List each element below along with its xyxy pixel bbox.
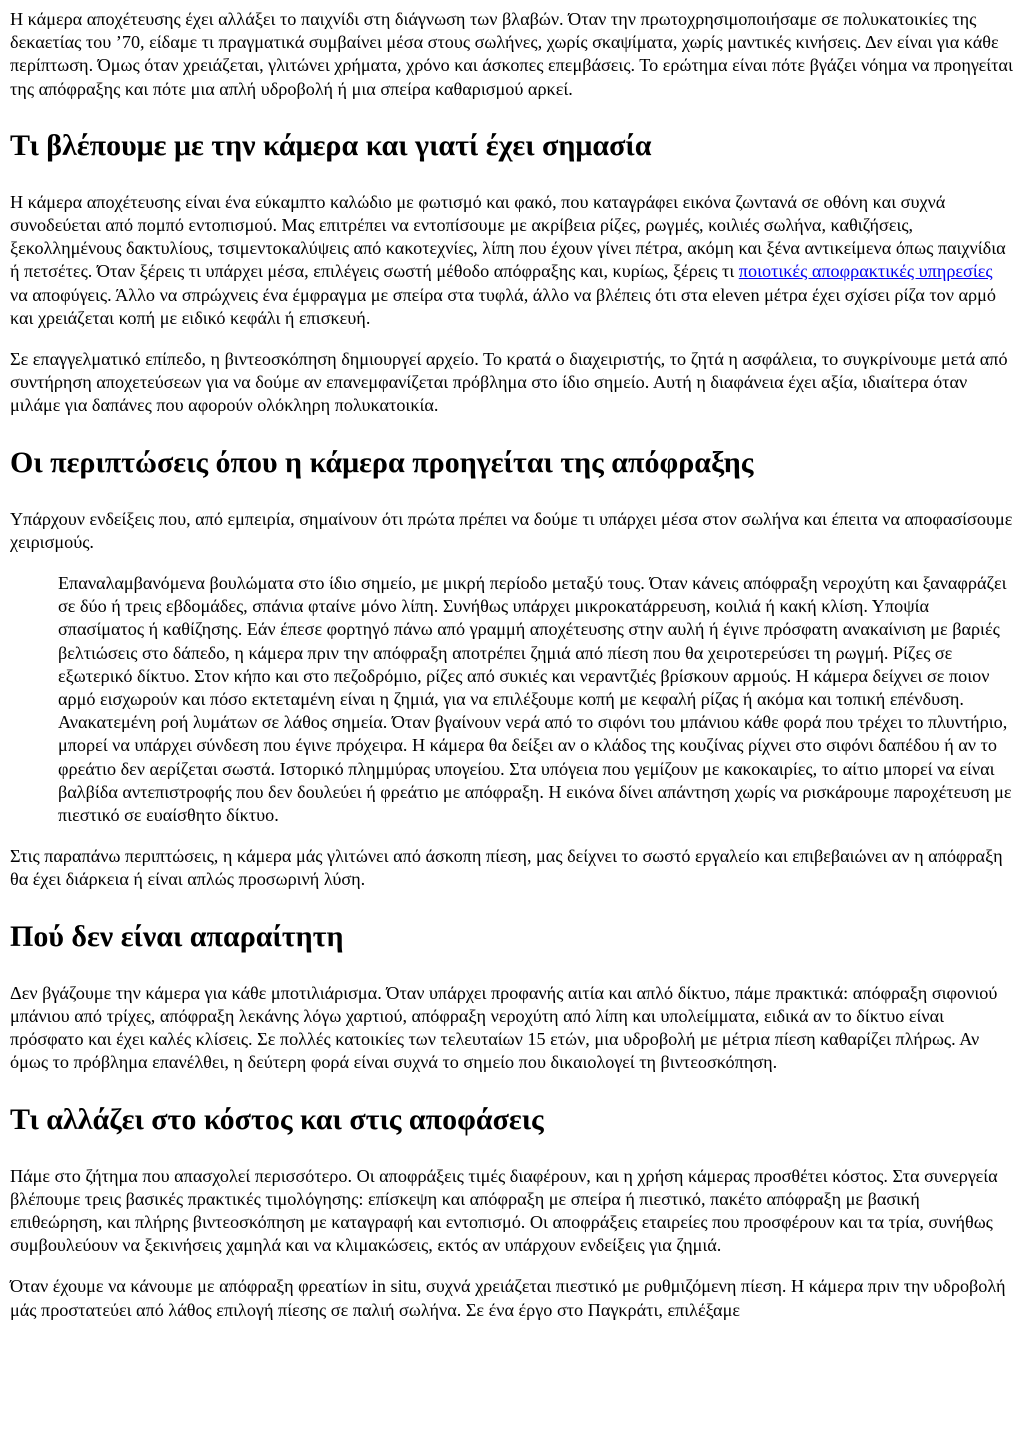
paragraph-cost: Πάμε στο ζήτημα που απασχολεί περισσότερο. Οι αποφράξεις τιμές διαφέρουν, και η χρήση κάμερας προσθέτει κόστος. Στα συνεργεία βλέπουμε τρεις βασικές πρακτικές τιμολόγησης: επίσκεψη και απόφραξη με σπείρα ή πιεστικό, πακέτο απόφραξη με βασική επιθεώρηση, και πλήρης βιντεοσκόπηση με καταγραφή και εντοπισμό. Οι αποφράξεις εταιρείες που προσφέρουν και τα τρία, συνήθως συμβουλεύουν να ξεκινήσεις χαμηλά και να κλιμακώσεις, εκτός αν υπάρχουν ενδείξεις για ζημιά.	[10, 1165, 998, 1256]
intro-paragraph: Η κάμερα αποχέτευσης έχει αλλάξει το παιχνίδι στη διάγνωση των βλαβών. Όταν την πρωτοχρησιμοποιήσαμε σε πολυκατοικίες της δεκαετίας του ’70, είδαμε τι πραγματικά συμβαίνει μέσα στους σωλήνες, χωρίς σκαψίματα, χωρίς μαντικές κινήσεις. Δεν είναι για κάθε περίπτωση. Όμως όταν χρειάζεται, γλιτώνει χρήματα, χρόνο και άσκοπες επεμβάσεις. Το ερώτημα είναι πότε βγάζει νόημα να προηγείται της απόφραξης και πότε μια απλή υδροβολή ή μια σπείρα καθαρισμού αρκεί.	[10, 9, 1013, 99]
indications-blockquote: Επαναλαμβανόμενα βουλώματα στο ίδιο σημείο, με μικρή περίοδο μεταξύ τους. Όταν κάνεις απόφραξη νεροχύτη και ξαναφράζει σε δύο ή τρεις εβδομάδες, σπάνια φταίνε μόνο λίπη. Συνήθως υπάρχει μικροκατάρρευση, κοιλιά ή κακή κλίση. Υποψία σπασίματος ή καθίζησης. Εάν έπεσε φορτηγό πάνω από γραμμή αποχέτευσης στην αυλή ή έγινε πρόσφατη ανακαίνιση με βαριές βελτιώσεις στο δάπεδο, η κάμερα πριν την απόφραξη αποτρέπει ζημιά από πίεση που θα χειροτερεύσει τη ρωγμή. Ρίζες σε εξωτερικό δίκτυο. Στον κήπο και στο πεζοδρόμιο, ρίζες από συκιές και νεραντζιές βρίσκουν αρμούς. Η κάμερα δείχνει σε ποιον αρμό εισχωρούν και πόσο εκτεταμένη είναι η ζημιά, για να επιλέξουμε κοπή με κεφαλή ρίζας ή ακόμα και τοπική επένδυση. Ανακατεμένη ροή λυμάτων σε λάθος σημεία. Όταν βγαίνουν νερά από το σιφόνι του μπάνιου κάθε φορά που τρέχει το πλυντήριο, μπορεί να υπάρχει σύνδεση που έγινε πρόχειρα. Η κάμερα θα δείξει αν ο κλάδος της κουζίνας ρίχνει στο σιφόνι δαπέδου ή αν το φρεάτιο δεν αερίζεται σωστά. Ιστορικό πλημμύρας υπογείου. Στα υπόγεια που γεμίζουν με κακοκαιρίες, το αίτιο μπορεί να είναι βαλβίδα αντεπιστροφής που δεν δουλεύει ή φρεάτιο με απόφραξη. Η εικόνα δίνει απάντηση χωρίς να ρισκάρουμε παροχέτευση με πιεστικό σε ευαίσθητο δίκτυο.	[58, 573, 1012, 826]
paragraph-indications: Υπάρχουν ενδείξεις που, από εμπειρία, σημαίνουν ότι πρώτα πρέπει να δούμε τι υπάρχει μέσα στον σωλήνα και έπειτα να αποφασίσουμε χειρισμούς.	[10, 508, 1013, 552]
section-heading-camera-first: Οι περιπτώσεις όπου η κάμερα προηγείται της απόφραξης	[10, 445, 754, 479]
paragraph-professional-record: Σε επαγγελματικό επίπεδο, η βιντεοσκόπηση δημιουργεί αρχείο. Το κρατά ο διαχειριστής, το ζητά η ασφάλεια, το συγκρίνουμε μετά από συντήρηση αποχετεύσεων για να δούμε αν επανεμφανίζεται πρόβλημα στο ίδιο σημείο. Αυτή η διαφάνεια έχει αξία, ιδιαίτερα όταν μιλάμε για δαπάνες που αφορούν ολόκληρη πολυκατοικία.	[10, 349, 1008, 416]
section-heading-not-necessary: Πού δεν είναι απαραίτητη	[10, 919, 344, 953]
text-before-link: Η κάμερα αποχέτευσης είναι ένα εύκαμπτο καλώδιο με φωτισμό και φακό, που καταγράφει εικόνα ζωντανά σε οθόνη και συχνά συνοδεύεται από πομπό εντοπισμού. Μας επιτρέπει να εντοπίσουμε με ακρίβεια ρίζες, ρωγμές, κοιλιές σωλήνα, καθιζήσεις, ξεκολλημένους δακτυλίους, τσιμεντοκαλύψεις από κακοτεχνίες, λίπη που έχουν γίνει πέτρα, ακόμη και ξένα αντικείμενα όπως παιχνίδια ή πετσέτες. Όταν ξέρεις τι υπάρχει μέσα, επιλέγεις σωστή μέθοδο απόφραξης και, κυρίως, ξέρεις τι	[10, 191, 1006, 282]
paragraph-manholes: Όταν έχουμε να κάνουμε με απόφραξη φρεατίων in situ, συχνά χρειάζεται πιεστικό με ρυθμιζόμενη πίεση. Η κάμερα πριν την υδροβολή μάς προστατεύει από λάθος επιλογή πίεσης σε παλιή σωλήνα. Σε ένα έργο στο Παγκράτι, επιλέξαμε	[10, 1276, 1006, 1320]
paragraph-camera-description	[10, 191, 1014, 330]
section-heading-cost: Τι αλλάζει στο κόστος και στις αποφάσεις	[10, 1102, 544, 1136]
quality-services-link[interactable]: ποιοτικές αποφρακτικές υπηρεσίες	[738, 261, 993, 282]
paragraph-summary: Στις παραπάνω περιπτώσεις, η κάμερα μάς γλιτώνει από άσκοπη πίεση, μας δείχνει το σωστό εργαλείο και επιβεβαιώνει αν η απόφραξη θα έχει διάρκεια ή είναι απλώς προσωρινή λύση.	[10, 846, 1003, 890]
text-after-link: να αποφύγεις. Άλλο να σπρώχνεις ένα έμφραγμα με σπείρα στα τυφλά, άλλο να βλέπεις ότι στα eleven μέτρα έχει σχίσει ρίζα τον αρμό και χρειάζεται κοπή με ειδικό κεφάλι ή επισκευή.	[10, 284, 996, 328]
section-heading-what-we-see: Τι βλέπουμε με την κάμερα και γιατί έχει σημασία	[10, 128, 652, 162]
paragraph-not-necessary: Δεν βγάζουμε την κάμερα για κάθε μποτιλιάρισμα. Όταν υπάρχει προφανής αιτία και απλό δίκτυο, πάμε πρακτικά: απόφραξη σιφονιού μπάνιου από τρίχες, απόφραξη λεκάνης λόγω χαρτιού, απόφραξη νεροχύτη από λίπη και υπολείμματα, ειδικά αν το δίκτυο είναι πρόσφατο και έχει καλές κλίσεις. Σε πολλές κατοικίες των τελευταίων 15 ετών, μια υδροβολή με μέτρια πίεση καθαρίζει πλήρως. Αν όμως το πρόβλημα επανέλθει, η δεύτερη φορά είναι συχνά το σημείο που δικαιολογεί τη βιντεοσκόπηση.	[10, 982, 998, 1073]
